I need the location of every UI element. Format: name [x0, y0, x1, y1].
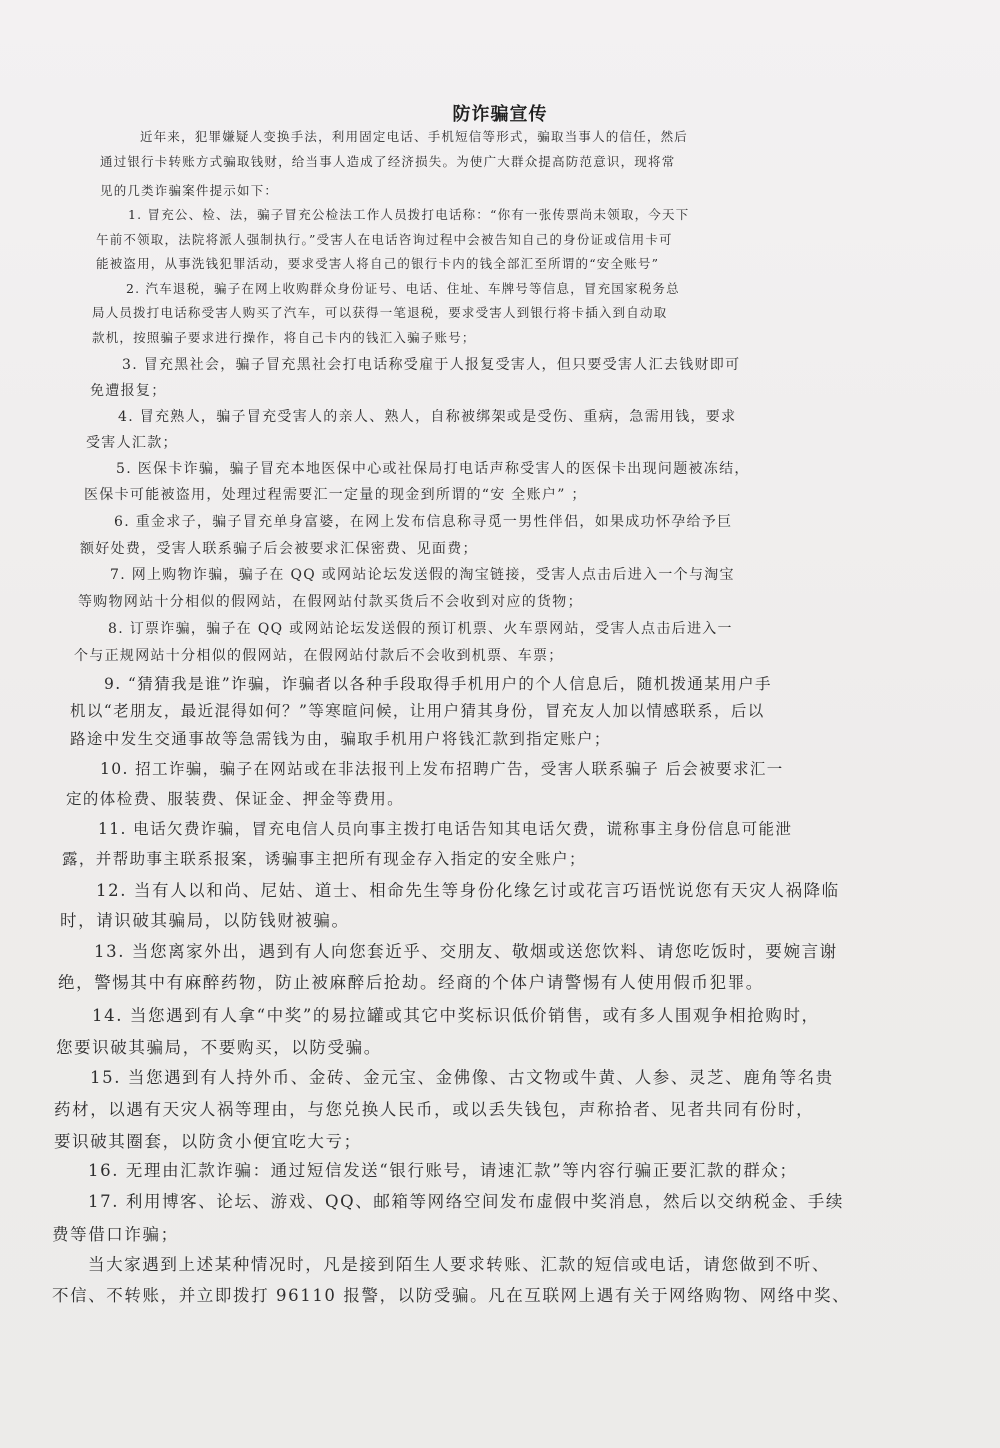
- text-line: 6. 重金求子，骗子冒充单身富婆，在网上发布信息称寻觅一男性伴侣，如果成功怀孕给予巨: [114, 514, 733, 530]
- text-line: 医保卡可能被盗用，处理过程需要汇一定量的现金到所谓的“安 全账户” ；: [84, 487, 587, 503]
- text-line: 14. 当您遇到有人拿“中奖”的易拉罐或其它中奖标识低价销售，或有多人围观争相抢购时，: [92, 1006, 820, 1025]
- text-line: 7. 网上购物诈骗，骗子在 QQ 或网站论坛发送假的淘宝链接，受害人点击后进入一个与淘宝: [110, 567, 735, 583]
- text-line: 露，并帮助事主联系报案，诱骗事主把所有现金存入指定的安全账户；: [62, 850, 586, 868]
- text-line: 15. 当您遇到有人持外币、金砖、金元宝、金佛像、古文物或牛黄、人参、灵芝、鹿角等名贵: [90, 1068, 834, 1087]
- text-line: 2. 汽车退税，骗子在网上收购群众身份证号、电话、住址、车牌号等信息，冒充国家税务总: [126, 281, 680, 296]
- text-line: 机以“老朋友，最近混得如何？”等寒暄问候，让用户猜其身份，冒充友人加以情感联系，后以: [70, 702, 765, 720]
- text-line: 12. 当有人以和尚、尼姑、道士、相命先生等身份化缘乞讨或花言巧语恍说您有天灾人祸降临: [96, 881, 840, 900]
- text-line: 近年来，犯罪嫌疑人变换手法，利用固定电话、手机短信等形式，骗取当事人的信任，然后: [140, 129, 689, 144]
- text-line: 您要识破其骗局，不要购买，以防受骗。: [56, 1038, 382, 1057]
- document-title: 防诈骗宣传: [452, 104, 548, 125]
- text-line: 4. 冒充熟人，骗子冒充受害人的亲人、熟人，自称被绑架或是受伤、重病，急需用钱，要求: [118, 409, 737, 425]
- text-line: 定的体检费、服装费、保证金、押金等费用。: [66, 790, 405, 808]
- text-line: 通过银行卡转账方式骗取钱财，给当事人造成了经济损失。为使广大群众提高防范意识，现将常: [100, 154, 676, 169]
- text-line: 个与正规网站十分相似的假网站，在假网站付款后不会收到机票、车票；: [74, 648, 564, 664]
- text-line: 当大家遇到上述某种情况时，凡是接到陌生人要求转账、汇款的短信或电话，请您做到不听、: [88, 1255, 831, 1274]
- text-line: 药材，以遇有天灾人祸等理由，与您兑换人民币，或以丢失钱包，声称拾者、见者共同有份时，: [54, 1100, 815, 1119]
- text-line: 款机，按照骗子要求进行操作，将自己卡内的钱汇入骗子账号；: [92, 330, 476, 345]
- text-line: 路途中发生交通事故等急需钱为由，骗取手机用户将钱汇款到指定账户；: [70, 730, 611, 748]
- text-line: 不信、不转账，并立即拨打 96110 报警，以防受骗。凡在互联网上遇有关于网络购物、网络中奖、: [52, 1286, 851, 1305]
- text-line: 午前不领取，法院将派人强制执行。”受害人在电话咨询过程中会被告知自己的身份证或信用卡可: [96, 232, 673, 247]
- text-line: 额好处费，受害人联系骗子后会被要求汇保密费、见面费；: [80, 541, 478, 557]
- text-line: 绝，警惕其中有麻醉药物，防止被麻醉后抢劫。经商的个体户请警惕有人使用假币犯罪。: [58, 973, 764, 992]
- text-line: 见的几类诈骗案件提示如下：: [100, 183, 279, 198]
- text-line: 8. 订票诈骗，骗子在 QQ 或网站论坛发送假的预订机票、火车票网站，受害人点击后进入一: [108, 621, 733, 637]
- text-line: 费等借口诈骗；: [52, 1225, 179, 1244]
- text-line: 时，请识破其骗局，以防钱财被骗。: [60, 911, 350, 930]
- text-line: 10. 招工诈骗，骗子在网站或在非法报刊上发布招聘广告，受害人联系骗子 后会被要求汇一: [100, 760, 784, 778]
- text-line: 16. 无理由汇款诈骗：通过短信发送“银行账号，请速汇款”等内容行骗正要汇款的群众；: [88, 1161, 798, 1180]
- text-line: 3. 冒充黑社会，骗子冒充黑社会打电话称受雇于人报复受害人，但只要受害人汇去钱财即可: [122, 357, 741, 373]
- text-line: 9. “猜猜我是谁”诈骗，诈骗者以各种手段取得手机用户的个人信息后，随机拨通某用户手: [104, 675, 772, 693]
- text-line: 5. 医保卡诈骗，骗子冒充本地医保中心或社保局打电话声称受害人的医保卡出现问题被冻结，: [116, 461, 750, 477]
- text-line: 受害人汇款；: [86, 435, 178, 451]
- text-line: 1. 冒充公、检、法，骗子冒充公检法工作人员拨打电话称：“你有一张传票尚未领取，今天下: [128, 207, 690, 222]
- text-line: 局人员拨打电话称受害人购买了汽车，可以获得一笔退税，要求受害人到银行将卡插入到自动取: [92, 305, 668, 320]
- text-line: 13. 当您离家外出，遇到有人向您套近乎、交朋友、敬烟或送您饮料、请您吃饭时，要婉言谢: [94, 942, 838, 961]
- text-line: 免遭报复；: [90, 383, 167, 399]
- text-line: 要识破其圈套，以防贪小便宜吃大亏；: [54, 1132, 362, 1151]
- text-line: 11. 电话欠费诈骗，冒充电信人员向事主拨打电话告知其电话欠费，谎称事主身份信息可能泄: [98, 820, 793, 838]
- text-line: 17. 利用博客、论坛、游戏、QQ、邮箱等网络空间发布虚假中奖消息，然后以交纳税金、手续: [88, 1192, 844, 1211]
- text-line: 能被盗用，从事洗钱犯罪活动，要求受害人将自己的银行卡内的钱全部汇至所谓的“安全账号”: [96, 256, 660, 271]
- text-line: 等购物网站十分相似的假网站，在假网站付款买货后不会收到对应的货物；: [78, 594, 583, 610]
